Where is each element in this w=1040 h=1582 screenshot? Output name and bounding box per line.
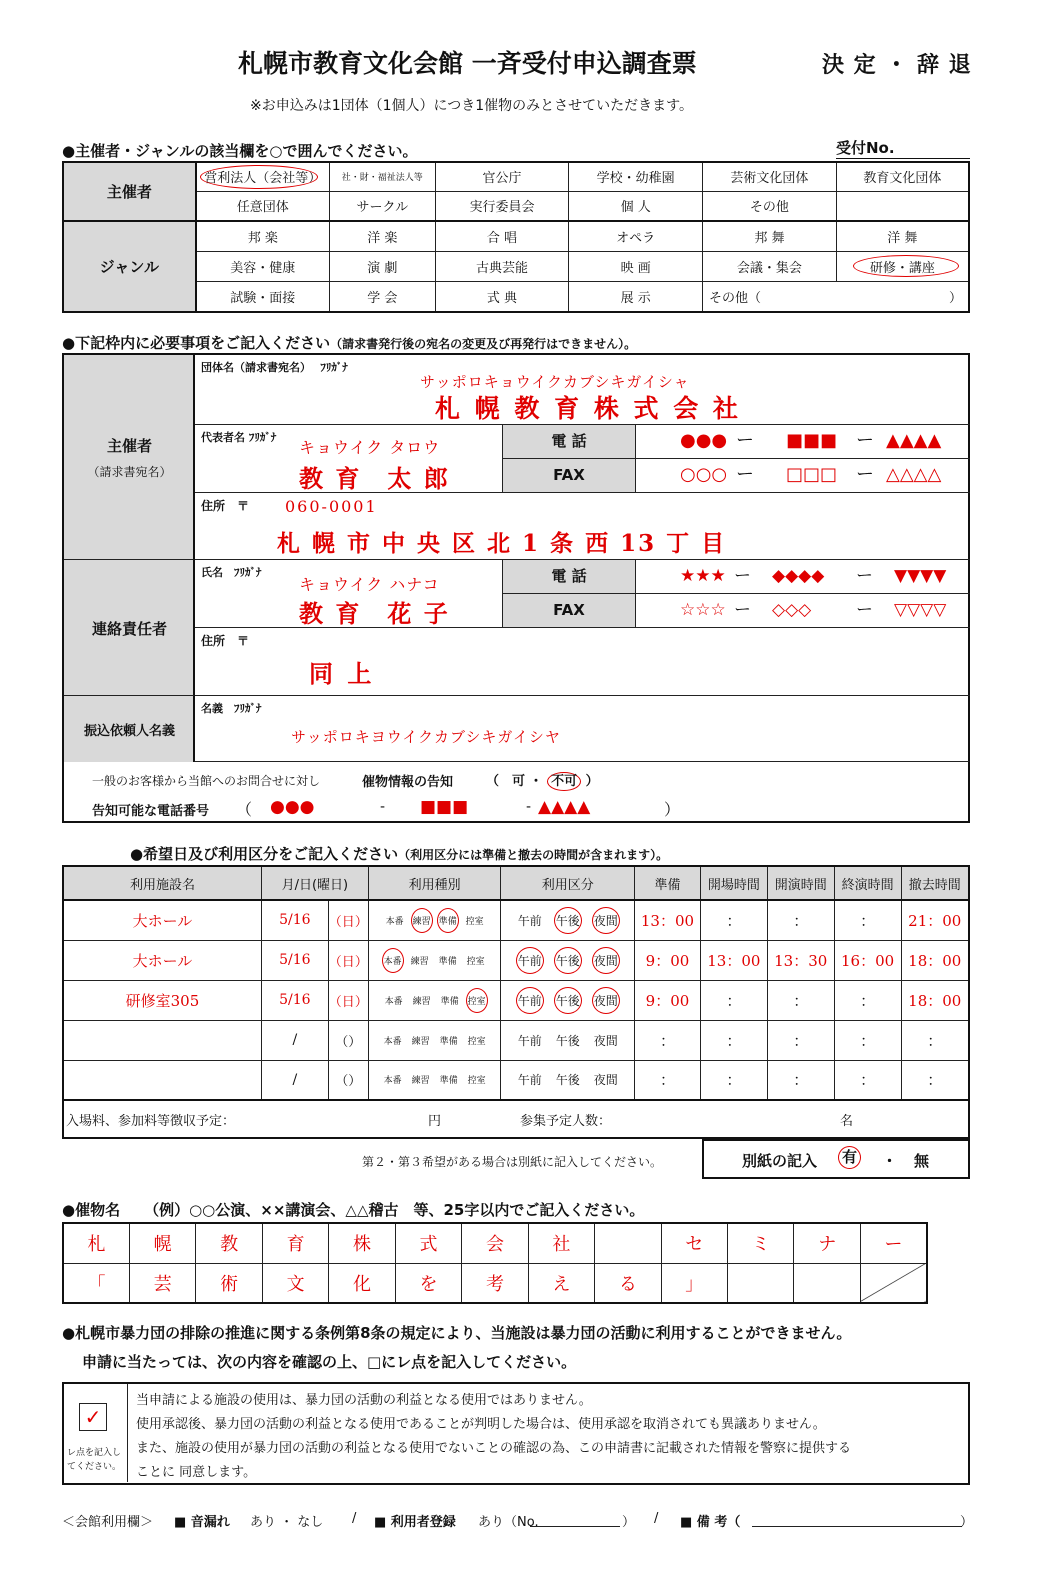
schedule-table <box>62 865 970 1101</box>
genre-option[interactable]: 演 劇 <box>329 251 435 281</box>
fax-label: FAX <box>503 594 636 628</box>
event-name-char[interactable]: を <box>395 1263 461 1303</box>
event-name-char[interactable]: 芸 <box>129 1263 195 1303</box>
genre-option[interactable]: 式 典 <box>435 282 569 312</box>
office-use-row: ＜会館利用欄＞ ■ 音漏れ あり ・ なし / ■ 利用者登録 あり（No. ） / ■ 備 考（ ） <box>62 1511 974 1530</box>
schedule-row[interactable]: / （） 本番 練習 準備 控室 午前 午後 夜間 ： ： ： ： ： <box>63 1060 969 1100</box>
organizer-option[interactable]: 学校・幼稚園 <box>569 162 703 191</box>
section4-heading: ●催物名 （例）○○公演、××講演会、△△稽古 等、25字以内でご記入ください。 <box>62 1201 645 1219</box>
organizer-label: 主催者 <box>63 162 196 221</box>
fax-label: FAX <box>503 459 636 493</box>
representative-field[interactable]: 代表者名 ﾌﾘｶﾞﾅ キョウイク タロウ 教 育 太 郎 <box>195 425 503 493</box>
organizer-option[interactable]: 任意団体 <box>196 191 330 220</box>
event-name-char[interactable]: 」 <box>661 1263 727 1303</box>
organizer-option[interactable] <box>836 191 969 220</box>
section3-heading: ●希望日及び利用区分をご記入ください（利用区分には準備と撤去の時間が含まれます）。 <box>130 845 669 863</box>
genre-option[interactable]: オペラ <box>569 221 703 251</box>
event-name-char[interactable] <box>595 1223 661 1263</box>
genre-option-selected[interactable]: 研修・講座 <box>836 251 969 281</box>
alternate-note: 第２・第３希望がある場合は別紙に記入してください。 <box>362 1155 663 1169</box>
event-name-char[interactable]: る <box>595 1263 661 1303</box>
organizer-option[interactable]: 官公庁 <box>435 162 569 191</box>
organizer-section-label: 主催者 （請求書宛名） <box>64 355 195 560</box>
contact-tel-value[interactable]: ★★★ ー ◆◆◆◆ ー ▼▼▼▼ <box>636 560 970 594</box>
genre-option[interactable]: 試験・面接 <box>196 282 330 312</box>
genre-option[interactable]: 古典芸能 <box>435 251 569 281</box>
organizer-option[interactable]: サークル <box>329 191 435 220</box>
payer-name-field[interactable]: 名義 ﾌﾘｶﾞﾅ サッポロキヨウイクカブシキガイシヤ <box>195 696 970 762</box>
genre-option[interactable]: 美容・健康 <box>196 251 330 281</box>
genre-option[interactable]: 合 唱 <box>435 221 569 251</box>
genre-option[interactable]: 洋 楽 <box>329 221 435 251</box>
schedule-row[interactable]: 大ホール 5/16 （日） 本番 練習 準備 控室 午前 午後 夜間 13：00 ： ： ： 21：00 <box>63 900 969 940</box>
consent-box <box>62 1382 970 1485</box>
event-name-char[interactable]: 株 <box>329 1223 395 1263</box>
address-field[interactable]: 住所 〒 060-0001 札 幌 市 中 央 区 北 1 条 西 13 丁 目 <box>195 493 970 560</box>
event-name-char[interactable]: 札 <box>63 1223 129 1263</box>
page-title: 札幌市教育文化会館 一斉受付申込調査票 <box>238 49 697 78</box>
event-name-char[interactable]: 教 <box>196 1223 262 1263</box>
group-name-field[interactable]: 団体名（請求書宛名） ﾌﾘｶﾞﾅ サッポロキョウイクカブシキガイシャ 札 幌 教 育 株 式 会 社 <box>195 355 970 425</box>
event-name-char[interactable] <box>860 1263 927 1303</box>
fee-row[interactable]: 入場料、参加料等徴収予定： 円 参集予定人数： 名 <box>62 1099 970 1139</box>
genre-option[interactable]: 邦 舞 <box>703 221 837 251</box>
organizer-option[interactable]: 芸術文化団体 <box>703 162 837 191</box>
organizer-option[interactable]: 実行委員会 <box>435 191 569 220</box>
genre-label: ジャンル <box>63 221 196 312</box>
applicant-box <box>62 353 970 823</box>
contact-name-field[interactable]: 氏名 ﾌﾘｶﾞﾅ キョウイク ハナコ 教 育 花 子 <box>195 560 503 628</box>
event-name-char[interactable]: 幌 <box>129 1223 195 1263</box>
event-name-grid[interactable] <box>62 1222 928 1304</box>
organizer-genre-table <box>62 161 970 313</box>
receipt-number: 受付No. <box>836 137 970 159</box>
contact-section-label: 連絡責任者 <box>64 560 195 696</box>
schedule-header: 利用施設名 月/日(曜日) 利用種別 利用区分 準備 開場時間 開演時間 終演時間 撤去時間 <box>63 866 969 900</box>
event-name-char[interactable]: 式 <box>395 1223 461 1263</box>
event-name-char[interactable]: セ <box>661 1223 727 1263</box>
application-note: ※お申込みは1団体（1個人）につき1催物のみとさせていただきます。 <box>250 98 694 114</box>
fax-value[interactable]: ○○○ ー □□□ ー △△△△ <box>636 459 970 493</box>
organizer-option[interactable]: 社・財・福祉法人等 <box>329 162 435 191</box>
event-name-char[interactable] <box>794 1263 860 1303</box>
event-name-char[interactable]: え <box>528 1263 594 1303</box>
consent-checkbox[interactable]: ✓ <box>79 1403 107 1431</box>
section2-heading: ●下記枠内に必要事項をご記入ください（請求書発行後の宛名の変更及び再発行はできません）。 <box>62 334 637 352</box>
event-name-char[interactable]: ミ <box>728 1223 794 1263</box>
organizer-option[interactable]: 教育文化団体 <box>836 162 969 191</box>
genre-option[interactable]: 学 会 <box>329 282 435 312</box>
event-name-char[interactable]: ー <box>860 1223 927 1263</box>
genre-option[interactable]: 会議・集会 <box>703 251 837 281</box>
organizer-option[interactable]: その他 <box>703 191 837 220</box>
inquiry-options[interactable]: （ 可 ・ 不可 ） <box>486 774 599 789</box>
event-name-char[interactable]: 考 <box>462 1263 528 1303</box>
contact-address-field[interactable]: 住所 〒 同 上 <box>195 628 970 696</box>
genre-option[interactable]: 邦 楽 <box>196 221 330 251</box>
genre-option[interactable]: 映 画 <box>569 251 703 281</box>
event-name-char[interactable]: 会 <box>462 1223 528 1263</box>
event-name-char[interactable] <box>728 1263 794 1303</box>
tel-value[interactable]: ●●● ー ■■■ ー ▲▲▲▲ <box>636 425 970 459</box>
section5-heading: ●札幌市暴力団の排除の推進に関する条例第8条の規定により、当施設は暴力団の活動に利用することができません。 <box>62 1324 852 1342</box>
schedule-row[interactable]: 研修室305 5/16 （日） 本番 練習 準備 控室 午前 午後 夜間 9：00 ： ： ： 18：00 <box>63 980 969 1020</box>
event-name-char[interactable]: 社 <box>528 1223 594 1263</box>
event-name-char[interactable]: 「 <box>63 1263 129 1303</box>
consent-check-cell: ✓ レ点を記入してください。 <box>64 1384 128 1482</box>
separate-sheet-box[interactable]: 別紙の記入 有 ・ 無 <box>702 1139 970 1179</box>
schedule-row[interactable]: 大ホール 5/16 （日） 本番 練習 準備 控室 午前 午後 夜間 9：00 13：00 13：30 16：00 18：00 <box>63 940 969 980</box>
consent-text: 当申請による施設の使用は、暴力団の活動の利益となる使用ではありません。 使用承認後、暴力団の活動の利益となる使用であることが判明した場合は、使用承認を取消されても異議ありません。 また、施設の使用が暴力団の活動の利益となる使用でないことの確認の為、この申請書に記載された情報を警察に提供する ことに 同意します。 <box>136 1393 852 1480</box>
event-name-char[interactable]: 化 <box>329 1263 395 1303</box>
genre-option[interactable]: 洋 舞 <box>836 221 969 251</box>
organizer-option[interactable]: 個 人 <box>569 191 703 220</box>
section1-heading: ●主催者・ジャンルの該当欄を○で囲んでください。 <box>62 142 418 160</box>
organizer-option[interactable]: 営利法人（会社等） <box>196 162 330 191</box>
selection-circle <box>200 165 318 189</box>
event-name-char[interactable]: ナ <box>794 1223 860 1263</box>
event-name-char[interactable]: 文 <box>262 1263 328 1303</box>
status-decision: 決 定 ・ 辞 退 <box>822 53 972 78</box>
tel-label: 電 話 <box>503 425 636 459</box>
genre-option[interactable]: 展 示 <box>569 282 703 312</box>
section5-subheading: 申請に当たっては、次の内容を確認の上、□にレ点を記入してください。 <box>82 1353 577 1371</box>
selection-circle <box>853 255 959 277</box>
event-name-char[interactable]: 育 <box>262 1223 328 1263</box>
event-name-char[interactable]: 術 <box>196 1263 262 1303</box>
inquiry-area: 一般のお客様から当館へのお問合せに対し 催物情報の告知 （ 可 ・ 不可 ） 告知可能な電話番号 （ ●●● - ■■■ - ▲▲▲▲ ） <box>64 762 970 823</box>
payer-section-label: 振込依頼人名義 <box>64 696 195 762</box>
genre-other-field[interactable]: その他（ ） <box>703 282 969 312</box>
contact-fax-value[interactable]: ☆☆☆ ー ◇◇◇ ー ▽▽▽▽ <box>636 594 970 628</box>
schedule-row[interactable]: / （） 本番 練習 準備 控室 午前 午後 夜間 ： ： ： ： ： <box>63 1020 969 1060</box>
tel-label: 電 話 <box>503 560 636 594</box>
